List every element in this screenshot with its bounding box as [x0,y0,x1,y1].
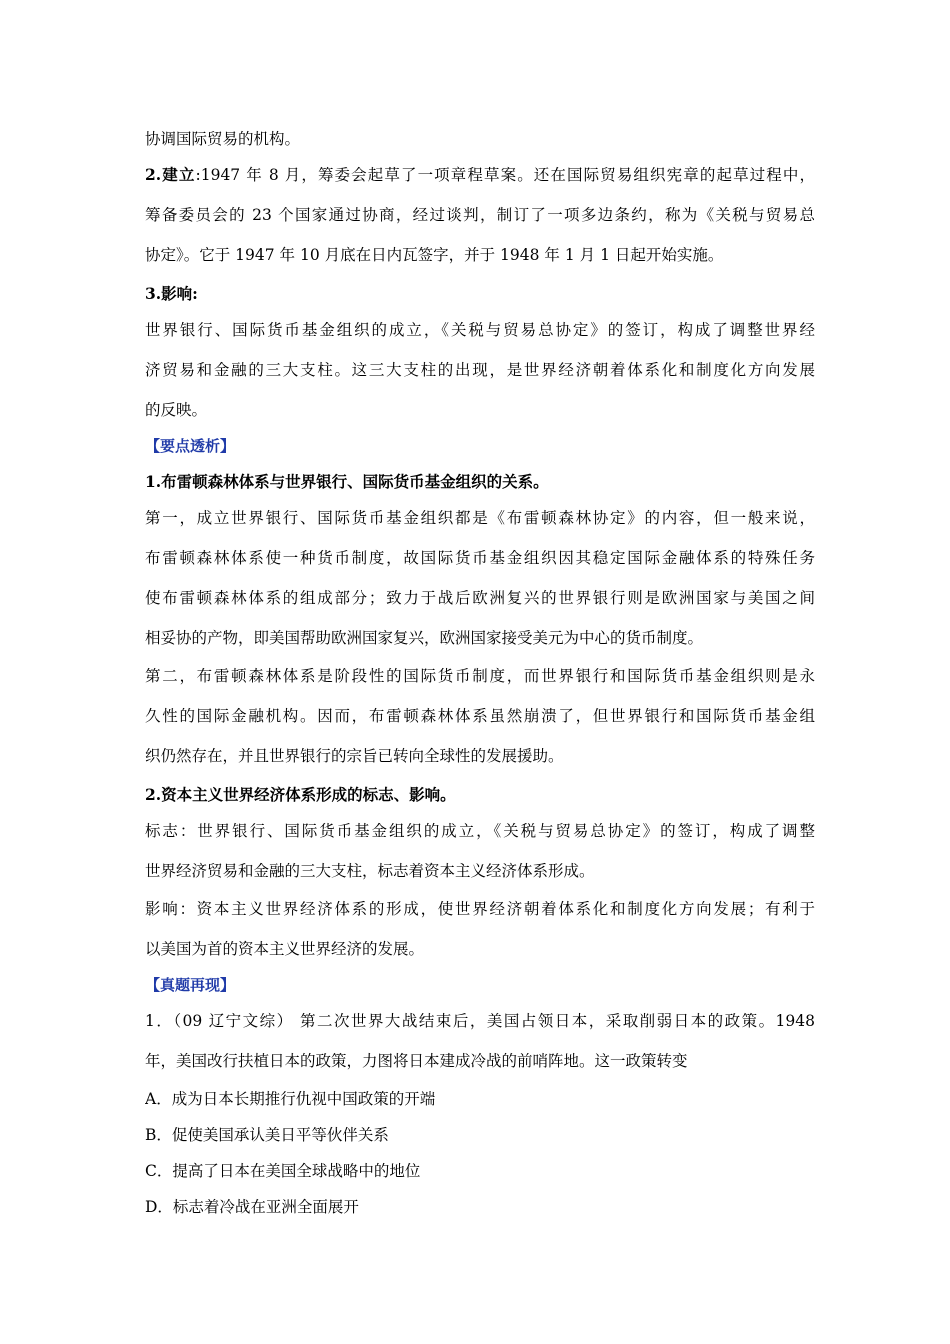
point-1-a-line-4: 相妥协的产物，即美国帮助欧洲国家复兴，欧洲国家接受美元为中心的货币制度。 [145,629,704,647]
establish-line-3: 协定》。它于 1947 年 10 月底在日内瓦签字，并于 1948 年 1 月 1 日起开始实施。 [145,246,724,264]
question-1-option-b: B．促使美国承认美日平等伙伴关系 [145,1126,389,1144]
point-2-b-line-1: 影响：资本主义世界经济体系的形成，使世界经济朝着体系化和制度化方向发展；有利于 [145,900,815,918]
point-2-a-line-1: 标志：世界银行、国际货币基金组织的成立，《关税与贸易总协定》的签订，构成了调整 [145,822,815,840]
point-2-title: 2.资本主义世界经济体系形成的标志、影响。 [145,785,456,804]
intro-line: 协调国际贸易的机构。 [145,130,301,148]
point-1-a-line-1: 第一，成立世界银行、国际货币基金组织都是《布雷顿森林协定》的内容，但一般来说， [145,509,815,527]
establish-line-2: 筹备委员会的 23 个国家通过协商，经过谈判，制订了一项多边条约，称为《关税与贸易总 [145,206,815,224]
section-heading-key-points: 【要点透析】 [145,437,236,455]
point-1-a-line-3: 使布雷顿森林体系的组成部分；致力于战后欧洲复兴的世界银行则是欧洲国家与美国之间 [145,589,815,607]
influence-line-1: 世界银行、国际货币基金组织的成立，《关税与贸易总协定》的签订，构成了调整世界经 [145,321,815,339]
establish-heading: 2.建立 [145,165,196,184]
influence-line-2: 济贸易和金融的三大支柱。这三大支柱的出现，是世界经济朝着体系化和制度化方向发展 [145,361,815,379]
question-1-option-a: A．成为日本长期推行仇视中国政策的开端 [145,1090,436,1108]
question-1-option-d: D．标志着冷战在亚洲全面展开 [145,1198,359,1216]
question-1-line-2: 年，美国改行扶植日本的政策，力图将日本建成冷战的前哨阵地。这一政策转变 [145,1052,688,1070]
question-1-line-1: 1．（09 辽宁文综） 第二次世界大战结束后，美国占领日本，采取削弱日本的政策。1948 [145,1012,815,1030]
point-1-title: 1.布雷顿森林体系与世界银行、国际货币基金组织的关系。 [145,472,549,491]
influence-line-3: 的反映。 [145,401,208,419]
section-heading-past-exam: 【真题再现】 [145,976,236,994]
point-1-a-line-2: 布雷顿森林体系使一种货币制度，故国际货币基金组织因其稳定国际金融体系的特殊任务 [145,549,815,567]
question-1-option-c: C．提高了日本在美国全球战略中的地位 [145,1162,421,1180]
point-1-b-line-2: 久性的国际金融机构。因而，布雷顿森林体系虽然崩溃了，但世界银行和国际货币基金组 [145,707,815,725]
establish-line-1 [145,165,815,185]
point-2-b-line-2: 以美国为首的资本主义世界经济的发展。 [145,940,425,958]
point-1-b-line-3: 织仍然存在，并且世界银行的宗旨已转向全球性的发展援助。 [145,747,564,765]
point-2-a-line-2: 世界经济贸易和金融的三大支柱，标志着资本主义经济体系形成。 [145,862,595,880]
establish-text-1: :1947 年 8 月，筹委会起草了一项章程草案。还在国际贸易组织宪章的起草过程中， [195,166,815,184]
point-1-b-line-1: 第二，布雷顿森林体系是阶段性的国际货币制度，而世界银行和国际货币基金组织则是永 [145,667,815,685]
influence-heading: 3.影响: [145,284,198,303]
